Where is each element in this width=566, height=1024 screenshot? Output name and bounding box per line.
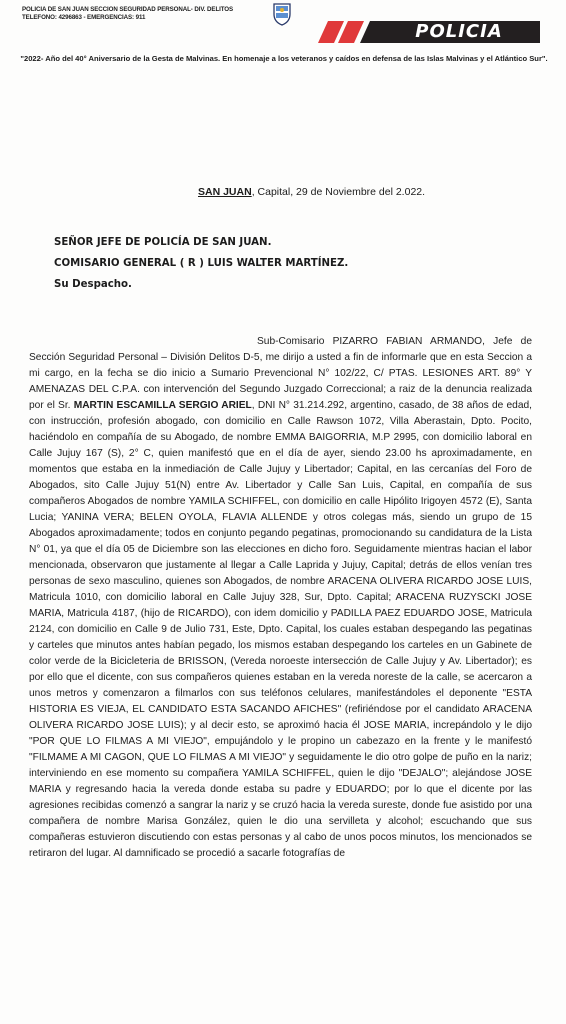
motto-line: "2022- Año del 40° Aniversario de la Gesta de Malvinas. En homenaje a los veteranos y caídos en defensa de las Islas Malvinas y el Atlántico Sur". [20,54,548,63]
body-part-2: , DNI N° 31.214.292, argentino, casado, de 38 años de edad, con instrucción, profesión abogado, con domicilio en Calle Rawson 1072, Villa Aberastain, Dpto. Pocito, haciéndolo en compañía de su Abogado, de nombre EMMA BAIGORRIA, M.P 2995, con domicilio laboral en Calle Jujuy 167 (S), 2° C, quien manifestó que en el día de ayer, siendo 23.00 hs aproximadamente, en momentos que estaba en la inmediación de Calle Jujuy y Libertador; Capital, en las cercanías del Foro de Abogados, sito Calle Jujuy 51(N) entre Av. Libertador y Calle San Luis, Capital, en compañía de sus compañeros Abogados de nombre YAMILA SCHIFFEL, con domicilio en calle Hipólito Irigoyen 4572 (E), Santa Lucia; YANINA VERA; BELEN OYOLA, FLAVIA ALLENDE y otros colegas más, siendo un grupo de 15 Abogados aproximadamente; todos en conjunto pegando pegatinas, promocionando su candidatura de la Lista N° 01, ya que el día 05 de Diciembre son las elecciones en dicho foro. Seguidamente mientras hacian el labor mencionada, observaron que justamente al llegar a Calle Laprida y Jujuy, Capital; detrás de ellos venían tres personas de sexo masculino, quienes son Abogados, de nombre ARACENA OLIVERA RICARDO JOSE LUIS, Matricula 1010, con domicilio laboral en Calle Jujuy 328, Sur, Dpto. Capital; ARACENA RUZYSCKI JOSE MARIA, Matricula 4187, (hijo de RICARDO), con idem domicilio y PADILLA PAEZ EDUARDO JOSE, Matricula 2124, con domicilio en Calle 9 de Julio 731, Este, Dpto. Capital, los cuales estaban despegando las pegatinas y carteles que minutos antes habían pegado, los mismos estaban despegando los carteles en un Gabinete de color verde de la Bicicleteria de BRISSON, (Vereda noroeste intersección de Calle Jujuy y Av. Libertador); es por ello que el dicente, con sus compañeros quienes estaban en la vereda noreste de la calle, se acercaron a unos metros y comenzaron a filmarlos con sus teléfonos celulares, manifestándoles el deponente "ESTA HISTORIA ES VIEJA, EL CANDIDATO ESTA SACANDO AFICHES" (refiriéndose por el candidato ARACENA OLIVERA RICARDO JOSE LUIS); y al decir esto, se aproximó hacia él JOSE MARIA, increpándolo y le dijo "POR QUE LO FILMAS A MI VIEJO", empujándolo y le propino un cabezazo en la frente y le manifestó "FILMAME A MI CAGON, QUE LO FILMAS A MI VIEJO" y seguidamente le dio otro golpe de puño en la nariz; interviniendo en ese momento su compañera YAMILA SCHIFFEL, quien le dijo "DEJALO"; alejándose JOSE MARIA y regresando hacia la vereda donde estaba su padre y EDUARDO; por lo que el dicente por las agresiones recibidas comenzó a sangrar la nariz y se cruzó hacia la vereda sureste, donde fue asistido por una compañera de nombre Marisa González, quien le dio una servilleta y alcohol; escuchando que sus compañeras estuvieron discutiendo con estas personas y al cabo de unos pocos minutos, los mencionados se retiraron del lugar. Al damnificado se procedió a sacarle fotografías de [29,400,532,859]
recipient-office: Su Despacho. [54,279,132,290]
letterhead-org: POLICIA DE SAN JUAN SECCION SEGURIDAD PERSONAL- DIV. DELITOS [22,6,234,13]
police-shield-icon [272,2,292,26]
place-name: SAN JUAN [198,186,252,198]
policia-logo-text: POLICIA [415,21,503,42]
report-body [29,334,532,862]
letterhead-phones: TELEFONO: 4296863 - EMERGENCIAS: 911 [22,14,146,21]
recipient-block [54,232,348,295]
place-and-date [198,186,425,198]
recipient-title: SEÑOR JEFE DE POLICÍA DE SAN JUAN. [54,237,272,248]
date-text: , Capital, 29 de Noviembre del 2.022. [251,186,426,198]
letterhead [22,6,272,22]
complainant-name: MARTIN ESCAMILLA SERGIO ARIEL [73,400,252,411]
body-part-1: Sub-Comisario PIZARRO FABIAN ARMANDO, Jefe de Sección Seguridad Personal – División Delitos D-5, me dirijo a usted a fin de informarle que en esta Seccion a mi cargo, en la fecha se dio inicio a Sumario Prevencional N° 102/22, C/ PTAS. LESIONES ART. 89° Y AMENAZAS DEL C.P.A. con intervención del Segundo Juzgado Correccional; a raiz de la denuncia realizada por el Sr. [29,336,532,411]
recipient-name: COMISARIO GENERAL ( R ) LUIS WALTER MARTÍNEZ. [54,258,349,269]
